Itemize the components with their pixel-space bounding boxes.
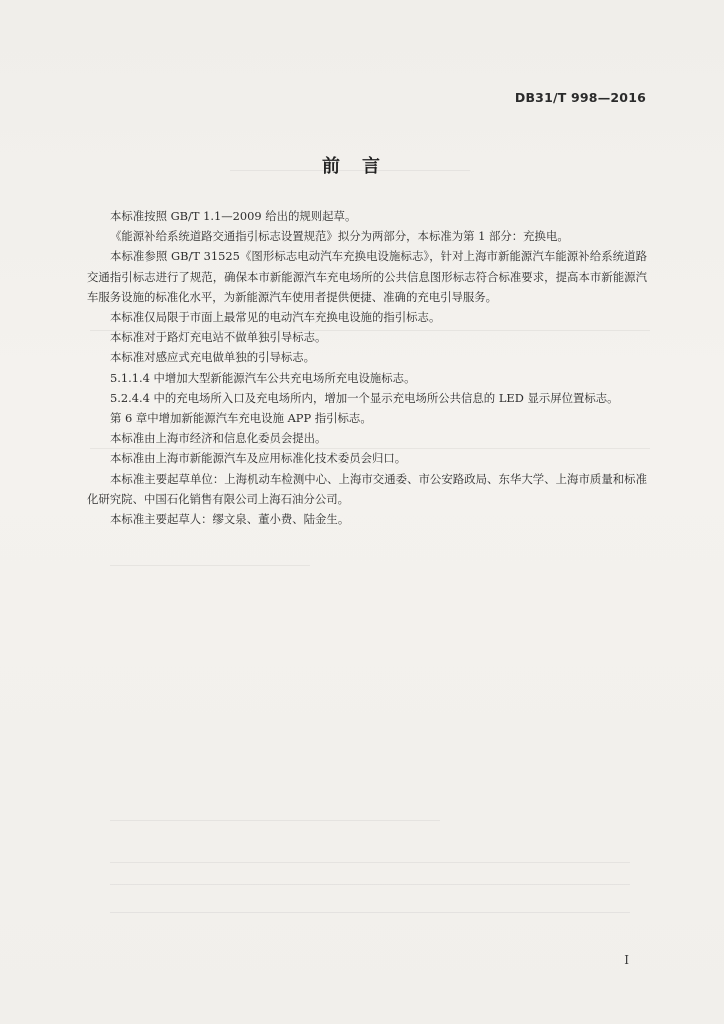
- paragraph: 《能源补给系统道路交通指引标志设置规范》拟分为两部分，本标准为第 1 部分：充换电。: [110, 229, 569, 244]
- paragraph: 第 6 章中增加新能源汽车充电设施 APP 指引标志。: [110, 411, 372, 426]
- paragraph: 本标准主要起草单位：上海机动车检测中心、上海市交通委、市公安路政局、东华大学、上海市质量和标准化研究院、中国石化销售有限公司上海石油分公司。: [87, 471, 647, 506]
- paragraph: 5.1.1.4 中增加大型新能源汽车公共充电场所充电设施标志。: [110, 370, 416, 385]
- bleed-through-line: [110, 565, 310, 566]
- paragraph: 本标准对于路灯充电站不做单独引导标志。: [110, 330, 327, 345]
- paragraph: 本标准按照 GB/T 1.1—2009 给出的规则起草。: [110, 209, 357, 223]
- paragraph: 本标准主要起草人：缪文泉、董小费、陆金生。: [110, 512, 350, 527]
- paragraph: 本标准仅局限于市面上最常见的电动汽车充换电设施的指引标志。: [110, 310, 441, 325]
- paragraph: 本标准参照 GB/T 31525《图形标志电动汽车充换电设施标志》，针对上海市新能源汽车能源补给系统道路交通指引标志进行了规范，确保本市新能源汽车充电场所的公共信息图形标志符合标准要求，提高本市新能源汽车服务设施的标准化水平，为新能源汽车使用者提供便捷、准确的充电引导服务。: [87, 249, 647, 304]
- bleed-through-line: [110, 820, 440, 821]
- bleed-through-line: [110, 884, 630, 885]
- paragraph: 本标准由上海市新能源汽车及应用标准化技术委员会归口。: [110, 451, 407, 466]
- preface-body: [87, 206, 647, 529]
- page-number: I: [624, 953, 629, 967]
- page-title: 前言: [322, 156, 402, 177]
- bleed-through-line: [110, 912, 630, 913]
- document-code: DB31/T 998—2016: [514, 90, 646, 105]
- paragraph: 5.2.4.4 中的充电场所入口及充电场所内，增加一个显示充电场所公共信息的 LED 显示屏位置标志。: [110, 390, 619, 405]
- paragraph: 本标准对感应式充电做单独的引导标志。: [110, 350, 316, 365]
- bleed-through-line: [110, 862, 630, 863]
- paragraph: 本标准由上海市经济和信息化委员会提出。: [110, 431, 327, 446]
